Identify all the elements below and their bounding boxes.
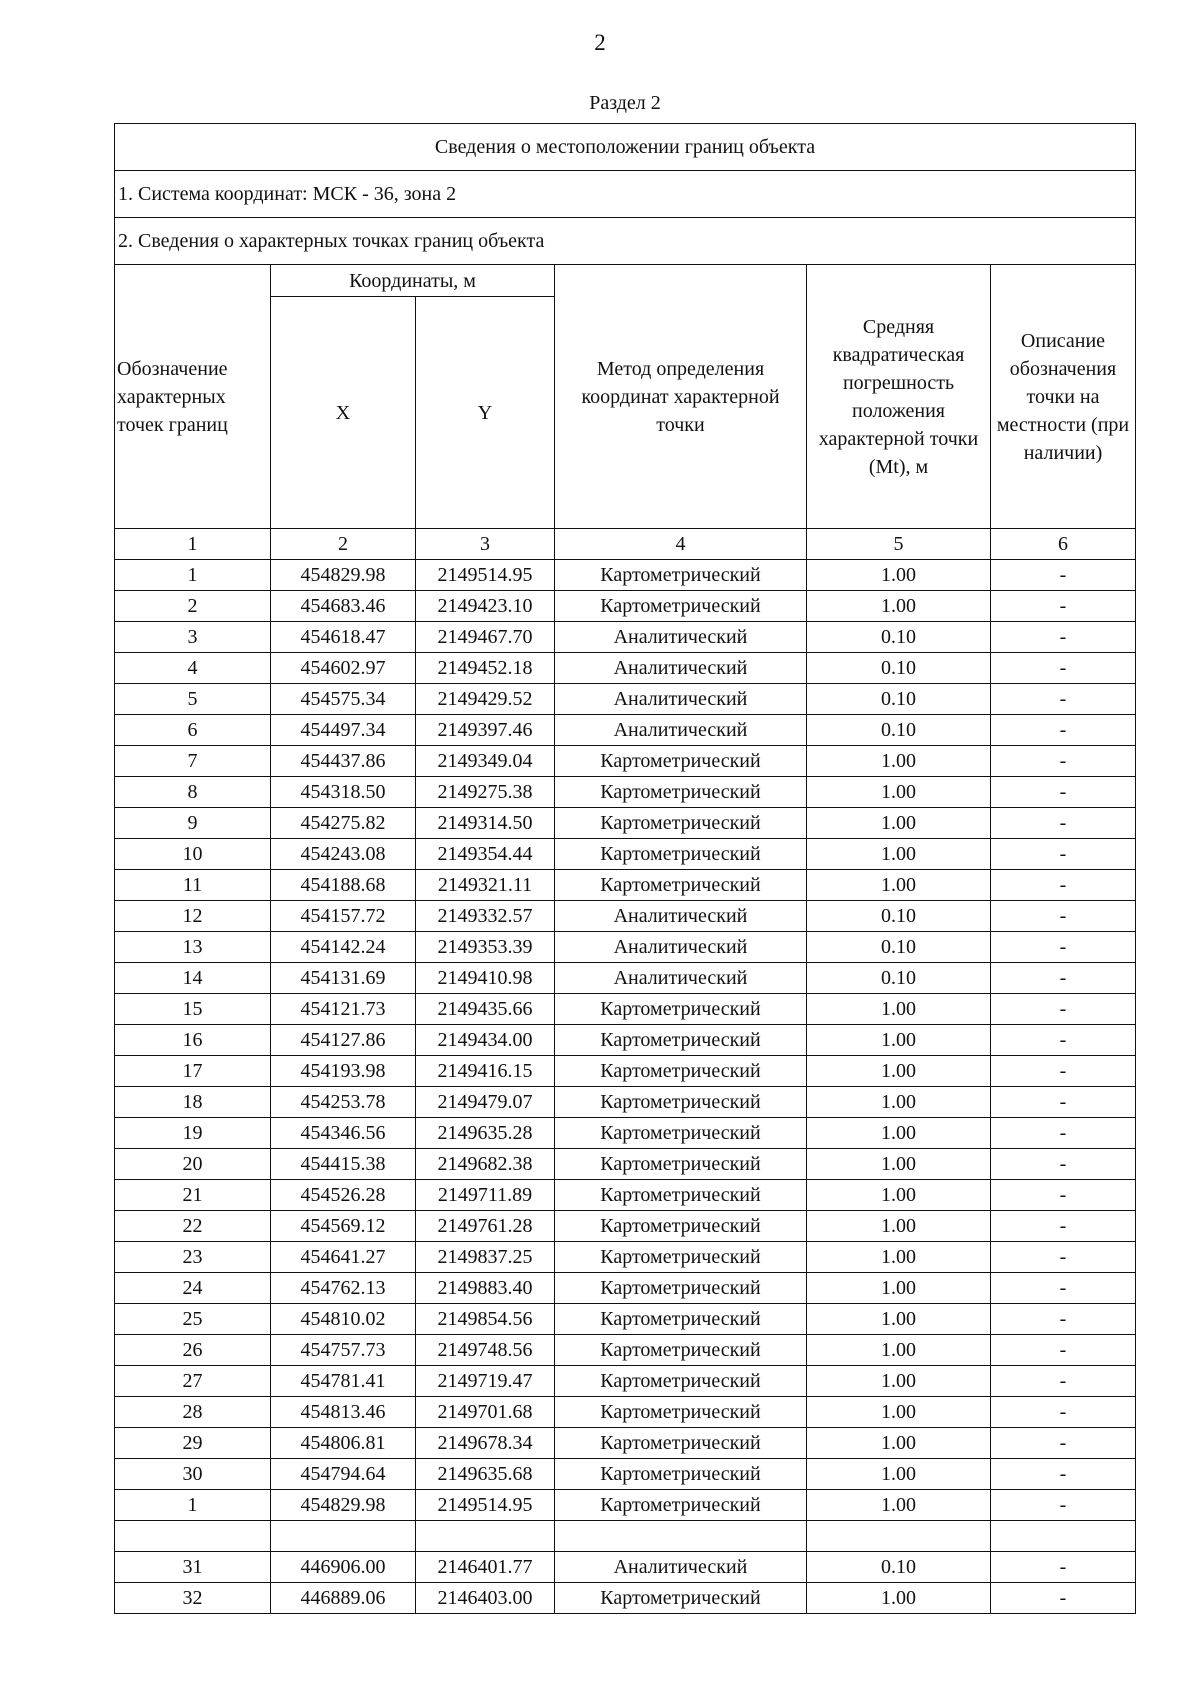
description-cell: - bbox=[991, 963, 1136, 994]
x-coord-cell: 454193.98 bbox=[271, 1056, 416, 1087]
y-coord-cell: 2149314.50 bbox=[416, 808, 555, 839]
description-cell: - bbox=[991, 1273, 1136, 1304]
error-cell: 1.00 bbox=[807, 1397, 991, 1428]
error-cell: 1.00 bbox=[807, 1428, 991, 1459]
table-row-empty bbox=[115, 1521, 1136, 1552]
description-cell: - bbox=[991, 1025, 1136, 1056]
description-cell: - bbox=[991, 653, 1136, 684]
description-cell: - bbox=[991, 1366, 1136, 1397]
point-id-cell bbox=[115, 1521, 271, 1552]
y-coord-cell: 2149682.38 bbox=[416, 1149, 555, 1180]
header-method: Метод определения координат характерной точки bbox=[555, 265, 807, 529]
coord-system-text: 1. Система координат: МСК - 36, зона 2 bbox=[115, 171, 1136, 218]
column-number-row bbox=[115, 529, 1136, 560]
method-cell: Картометрический bbox=[555, 1180, 807, 1211]
description-cell: - bbox=[991, 560, 1136, 591]
description-cell: - bbox=[991, 1056, 1136, 1087]
point-id-cell: 19 bbox=[115, 1118, 271, 1149]
y-coord-cell: 2146403.00 bbox=[416, 1583, 555, 1614]
description-cell: - bbox=[991, 746, 1136, 777]
description-cell: - bbox=[991, 1335, 1136, 1366]
error-cell: 1.00 bbox=[807, 777, 991, 808]
method-cell: Картометрический bbox=[555, 777, 807, 808]
column-number: 3 bbox=[416, 529, 555, 560]
y-coord-cell: 2149452.18 bbox=[416, 653, 555, 684]
column-number: 4 bbox=[555, 529, 807, 560]
error-cell: 1.00 bbox=[807, 1180, 991, 1211]
method-cell: Картометрический bbox=[555, 560, 807, 591]
x-coord-cell: 454243.08 bbox=[271, 839, 416, 870]
point-id-cell: 13 bbox=[115, 932, 271, 963]
method-cell: Картометрический bbox=[555, 839, 807, 870]
table-title-row bbox=[115, 124, 1136, 171]
x-coord-cell: 454602.97 bbox=[271, 653, 416, 684]
y-coord-cell: 2146401.77 bbox=[416, 1552, 555, 1583]
error-cell: 1.00 bbox=[807, 870, 991, 901]
y-coord-cell: 2149837.25 bbox=[416, 1242, 555, 1273]
description-cell: - bbox=[991, 715, 1136, 746]
description-cell: - bbox=[991, 1583, 1136, 1614]
table-row bbox=[115, 684, 1136, 715]
error-cell: 0.10 bbox=[807, 684, 991, 715]
point-id-cell: 28 bbox=[115, 1397, 271, 1428]
method-cell: Картометрический bbox=[555, 1397, 807, 1428]
error-cell: 1.00 bbox=[807, 591, 991, 622]
x-coord-cell: 454569.12 bbox=[271, 1211, 416, 1242]
description-cell: - bbox=[991, 1087, 1136, 1118]
error-cell: 1.00 bbox=[807, 808, 991, 839]
method-cell: Картометрический bbox=[555, 746, 807, 777]
error-cell: 1.00 bbox=[807, 1025, 991, 1056]
y-coord-cell: 2149635.68 bbox=[416, 1459, 555, 1490]
description-cell bbox=[991, 1521, 1136, 1552]
method-cell: Аналитический bbox=[555, 715, 807, 746]
description-cell: - bbox=[991, 684, 1136, 715]
description-cell: - bbox=[991, 1149, 1136, 1180]
error-cell: 0.10 bbox=[807, 715, 991, 746]
x-coord-cell bbox=[271, 1521, 416, 1552]
description-cell: - bbox=[991, 591, 1136, 622]
error-cell: 1.00 bbox=[807, 1273, 991, 1304]
point-id-cell: 29 bbox=[115, 1428, 271, 1459]
point-id-cell: 8 bbox=[115, 777, 271, 808]
error-cell: 1.00 bbox=[807, 1056, 991, 1087]
method-cell: Картометрический bbox=[555, 1149, 807, 1180]
error-cell: 0.10 bbox=[807, 932, 991, 963]
column-number: 6 bbox=[991, 529, 1136, 560]
method-cell: Картометрический bbox=[555, 1242, 807, 1273]
description-cell: - bbox=[991, 1304, 1136, 1335]
table-row bbox=[115, 1087, 1136, 1118]
description-cell: - bbox=[991, 1118, 1136, 1149]
x-coord-cell: 446906.00 bbox=[271, 1552, 416, 1583]
y-coord-cell: 2149416.15 bbox=[416, 1056, 555, 1087]
x-coord-cell: 454806.81 bbox=[271, 1428, 416, 1459]
table-row bbox=[115, 746, 1136, 777]
x-coord-cell: 454497.34 bbox=[271, 715, 416, 746]
coord-system-row bbox=[115, 171, 1136, 218]
y-coord-cell: 2149275.38 bbox=[416, 777, 555, 808]
error-cell: 1.00 bbox=[807, 1149, 991, 1180]
method-cell: Картометрический bbox=[555, 1211, 807, 1242]
page-number: 2 bbox=[594, 30, 606, 55]
error-cell: 0.10 bbox=[807, 901, 991, 932]
point-id-cell: 21 bbox=[115, 1180, 271, 1211]
table-row bbox=[115, 1211, 1136, 1242]
error-cell: 1.00 bbox=[807, 1583, 991, 1614]
y-coord-cell: 2149434.00 bbox=[416, 1025, 555, 1056]
table-row bbox=[115, 1397, 1136, 1428]
y-coord-cell: 2149354.44 bbox=[416, 839, 555, 870]
y-coord-cell: 2149719.47 bbox=[416, 1366, 555, 1397]
method-cell: Аналитический bbox=[555, 1552, 807, 1583]
description-cell: - bbox=[991, 901, 1136, 932]
error-cell: 1.00 bbox=[807, 1118, 991, 1149]
y-coord-cell: 2149761.28 bbox=[416, 1211, 555, 1242]
method-cell: Картометрический bbox=[555, 1025, 807, 1056]
description-cell: - bbox=[991, 994, 1136, 1025]
point-id-cell: 18 bbox=[115, 1087, 271, 1118]
y-coord-cell: 2149883.40 bbox=[416, 1273, 555, 1304]
error-cell: 1.00 bbox=[807, 839, 991, 870]
x-coord-cell: 454275.82 bbox=[271, 808, 416, 839]
error-cell: 1.00 bbox=[807, 1366, 991, 1397]
point-id-cell: 23 bbox=[115, 1242, 271, 1273]
method-cell: Картометрический bbox=[555, 1273, 807, 1304]
x-coord-cell: 454346.56 bbox=[271, 1118, 416, 1149]
point-id-cell: 1 bbox=[115, 560, 271, 591]
method-cell: Картометрический bbox=[555, 870, 807, 901]
method-cell: Картометрический bbox=[555, 1428, 807, 1459]
header-description: Описание обозначения точки на местности (при наличии) bbox=[991, 265, 1136, 529]
method-cell bbox=[555, 1521, 807, 1552]
y-coord-cell: 2149479.07 bbox=[416, 1087, 555, 1118]
table-row bbox=[115, 777, 1136, 808]
table-row bbox=[115, 1366, 1136, 1397]
x-coord-cell: 454829.98 bbox=[271, 1490, 416, 1521]
x-coord-cell: 454762.13 bbox=[271, 1273, 416, 1304]
method-cell: Картометрический bbox=[555, 994, 807, 1025]
table-row bbox=[115, 1552, 1136, 1583]
section-title: Раздел 2 bbox=[589, 92, 661, 114]
table-row bbox=[115, 1335, 1136, 1366]
description-cell: - bbox=[991, 1211, 1136, 1242]
method-cell: Картометрический bbox=[555, 1087, 807, 1118]
x-coord-cell: 454121.73 bbox=[271, 994, 416, 1025]
description-cell: - bbox=[991, 839, 1136, 870]
description-cell: - bbox=[991, 1242, 1136, 1273]
y-coord-cell: 2149321.11 bbox=[416, 870, 555, 901]
error-cell: 1.00 bbox=[807, 560, 991, 591]
error-cell: 1.00 bbox=[807, 746, 991, 777]
point-id-cell: 17 bbox=[115, 1056, 271, 1087]
error-cell: 0.10 bbox=[807, 653, 991, 684]
column-number: 5 bbox=[807, 529, 991, 560]
point-id-cell: 24 bbox=[115, 1273, 271, 1304]
method-cell: Картометрический bbox=[555, 1366, 807, 1397]
description-cell: - bbox=[991, 870, 1136, 901]
points-title-text: 2. Сведения о характерных точках границ объекта bbox=[115, 218, 1136, 265]
table-row bbox=[115, 1428, 1136, 1459]
point-id-cell: 25 bbox=[115, 1304, 271, 1335]
x-coord-cell: 454131.69 bbox=[271, 963, 416, 994]
error-cell: 1.00 bbox=[807, 1304, 991, 1335]
method-cell: Аналитический bbox=[555, 653, 807, 684]
table-row bbox=[115, 1118, 1136, 1149]
description-cell: - bbox=[991, 932, 1136, 963]
method-cell: Картометрический bbox=[555, 1583, 807, 1614]
point-id-cell: 1 bbox=[115, 1490, 271, 1521]
point-id-cell: 16 bbox=[115, 1025, 271, 1056]
table-row bbox=[115, 560, 1136, 591]
table-row bbox=[115, 808, 1136, 839]
error-cell: 1.00 bbox=[807, 1211, 991, 1242]
error-cell bbox=[807, 1521, 991, 1552]
x-coord-cell: 454575.34 bbox=[271, 684, 416, 715]
x-coord-cell: 446889.06 bbox=[271, 1583, 416, 1614]
table-row bbox=[115, 1180, 1136, 1211]
x-coord-cell: 454526.28 bbox=[271, 1180, 416, 1211]
header-y: Y bbox=[416, 297, 555, 529]
point-id-cell: 2 bbox=[115, 591, 271, 622]
method-cell: Аналитический bbox=[555, 684, 807, 715]
point-id-cell: 7 bbox=[115, 746, 271, 777]
y-coord-cell: 2149635.28 bbox=[416, 1118, 555, 1149]
description-cell: - bbox=[991, 1397, 1136, 1428]
header-designation: Обозначение характерных точек границ bbox=[115, 265, 271, 529]
y-coord-cell: 2149423.10 bbox=[416, 591, 555, 622]
point-id-cell: 22 bbox=[115, 1211, 271, 1242]
method-cell: Аналитический bbox=[555, 901, 807, 932]
table-row bbox=[115, 994, 1136, 1025]
description-cell: - bbox=[991, 1180, 1136, 1211]
table-row bbox=[115, 1459, 1136, 1490]
point-id-cell: 27 bbox=[115, 1366, 271, 1397]
table-row bbox=[115, 932, 1136, 963]
x-coord-cell: 454810.02 bbox=[271, 1304, 416, 1335]
x-coord-cell: 454157.72 bbox=[271, 901, 416, 932]
table-row bbox=[115, 1273, 1136, 1304]
error-cell: 1.00 bbox=[807, 1490, 991, 1521]
x-coord-cell: 454188.68 bbox=[271, 870, 416, 901]
table-row bbox=[115, 1304, 1136, 1335]
error-cell: 1.00 bbox=[807, 994, 991, 1025]
header-coordinates: Координаты, м bbox=[271, 265, 555, 297]
table-row bbox=[115, 1242, 1136, 1273]
y-coord-cell: 2149435.66 bbox=[416, 994, 555, 1025]
y-coord-cell: 2149353.39 bbox=[416, 932, 555, 963]
point-id-cell: 30 bbox=[115, 1459, 271, 1490]
error-cell: 1.00 bbox=[807, 1459, 991, 1490]
point-id-cell: 20 bbox=[115, 1149, 271, 1180]
column-number: 1 bbox=[115, 529, 271, 560]
error-cell: 1.00 bbox=[807, 1335, 991, 1366]
y-coord-cell: 2149410.98 bbox=[416, 963, 555, 994]
y-coord-cell: 2149332.57 bbox=[416, 901, 555, 932]
y-coord-cell: 2149349.04 bbox=[416, 746, 555, 777]
description-cell: - bbox=[991, 1490, 1136, 1521]
table-row bbox=[115, 1490, 1136, 1521]
description-cell: - bbox=[991, 1428, 1136, 1459]
error-cell: 1.00 bbox=[807, 1087, 991, 1118]
description-cell: - bbox=[991, 808, 1136, 839]
method-cell: Аналитический bbox=[555, 932, 807, 963]
point-id-cell: 31 bbox=[115, 1552, 271, 1583]
x-coord-cell: 454437.86 bbox=[271, 746, 416, 777]
method-cell: Аналитический bbox=[555, 622, 807, 653]
x-coord-cell: 454683.46 bbox=[271, 591, 416, 622]
header-error: Средняя квадратическая погрешность положения характерной точки (Mt), м bbox=[807, 265, 991, 529]
point-id-cell: 11 bbox=[115, 870, 271, 901]
method-cell: Картометрический bbox=[555, 1459, 807, 1490]
x-coord-cell: 454757.73 bbox=[271, 1335, 416, 1366]
error-cell: 0.10 bbox=[807, 622, 991, 653]
x-coord-cell: 454318.50 bbox=[271, 777, 416, 808]
table-title: Сведения о местоположении границ объекта bbox=[115, 124, 1136, 171]
table-row bbox=[115, 839, 1136, 870]
point-id-cell: 32 bbox=[115, 1583, 271, 1614]
method-cell: Картометрический bbox=[555, 1490, 807, 1521]
error-cell: 1.00 bbox=[807, 1242, 991, 1273]
table-row bbox=[115, 901, 1136, 932]
y-coord-cell: 2149397.46 bbox=[416, 715, 555, 746]
method-cell: Картометрический bbox=[555, 591, 807, 622]
method-cell: Аналитический bbox=[555, 963, 807, 994]
table-row bbox=[115, 622, 1136, 653]
method-cell: Картометрический bbox=[555, 808, 807, 839]
table-row bbox=[115, 653, 1136, 684]
table-row bbox=[115, 715, 1136, 746]
header-x: X bbox=[271, 297, 416, 529]
point-id-cell: 10 bbox=[115, 839, 271, 870]
point-id-cell: 3 bbox=[115, 622, 271, 653]
y-coord-cell: 2149711.89 bbox=[416, 1180, 555, 1211]
description-cell: - bbox=[991, 1459, 1136, 1490]
table-row bbox=[115, 870, 1136, 901]
method-cell: Картометрический bbox=[555, 1118, 807, 1149]
point-id-cell: 14 bbox=[115, 963, 271, 994]
description-cell: - bbox=[991, 1552, 1136, 1583]
x-coord-cell: 454253.78 bbox=[271, 1087, 416, 1118]
x-coord-cell: 454813.46 bbox=[271, 1397, 416, 1428]
y-coord-cell: 2149701.68 bbox=[416, 1397, 555, 1428]
point-id-cell: 5 bbox=[115, 684, 271, 715]
x-coord-cell: 454794.64 bbox=[271, 1459, 416, 1490]
x-coord-cell: 454829.98 bbox=[271, 560, 416, 591]
y-coord-cell: 2149748.56 bbox=[416, 1335, 555, 1366]
boundary-points-table bbox=[114, 123, 1136, 1614]
point-id-cell: 15 bbox=[115, 994, 271, 1025]
y-coord-cell: 2149514.95 bbox=[416, 1490, 555, 1521]
point-id-cell: 12 bbox=[115, 901, 271, 932]
y-coord-cell bbox=[416, 1521, 555, 1552]
table-row bbox=[115, 963, 1136, 994]
table-row bbox=[115, 1583, 1136, 1614]
table-row bbox=[115, 1025, 1136, 1056]
y-coord-cell: 2149467.70 bbox=[416, 622, 555, 653]
point-id-cell: 26 bbox=[115, 1335, 271, 1366]
x-coord-cell: 454618.47 bbox=[271, 622, 416, 653]
table-row bbox=[115, 1056, 1136, 1087]
table-row bbox=[115, 1149, 1136, 1180]
column-number: 2 bbox=[271, 529, 416, 560]
error-cell: 0.10 bbox=[807, 963, 991, 994]
x-coord-cell: 454781.41 bbox=[271, 1366, 416, 1397]
table-row bbox=[115, 591, 1136, 622]
y-coord-cell: 2149429.52 bbox=[416, 684, 555, 715]
method-cell: Картометрический bbox=[555, 1335, 807, 1366]
y-coord-cell: 2149854.56 bbox=[416, 1304, 555, 1335]
point-id-cell: 4 bbox=[115, 653, 271, 684]
y-coord-cell: 2149678.34 bbox=[416, 1428, 555, 1459]
y-coord-cell: 2149514.95 bbox=[416, 560, 555, 591]
x-coord-cell: 454415.38 bbox=[271, 1149, 416, 1180]
points-title-row bbox=[115, 218, 1136, 265]
description-cell: - bbox=[991, 777, 1136, 808]
error-cell: 0.10 bbox=[807, 1552, 991, 1583]
x-coord-cell: 454127.86 bbox=[271, 1025, 416, 1056]
x-coord-cell: 454142.24 bbox=[271, 932, 416, 963]
method-cell: Картометрический bbox=[555, 1304, 807, 1335]
x-coord-cell: 454641.27 bbox=[271, 1242, 416, 1273]
point-id-cell: 6 bbox=[115, 715, 271, 746]
header-row-1 bbox=[115, 265, 1136, 297]
method-cell: Картометрический bbox=[555, 1056, 807, 1087]
description-cell: - bbox=[991, 622, 1136, 653]
point-id-cell: 9 bbox=[115, 808, 271, 839]
